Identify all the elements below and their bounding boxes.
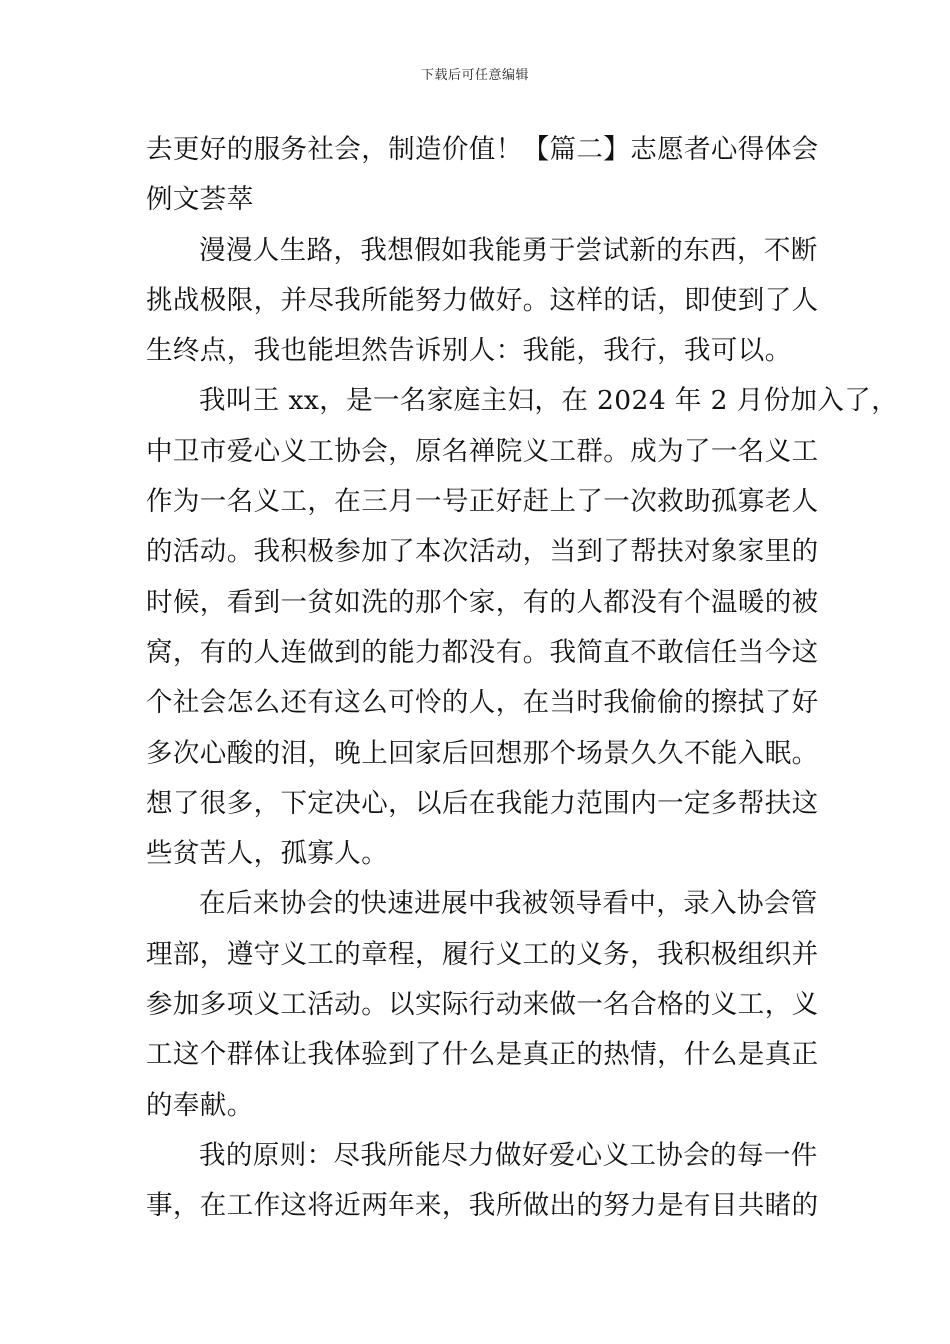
- text-line: 的活动。我积极参加了本次活动，当到了帮扶对象家里的: [146, 536, 819, 568]
- text-line: 例文荟萃: [146, 184, 254, 216]
- page-header: 下载后可任意编辑: [420, 68, 529, 83]
- text-line: 多次心酸的泪，晚上回家后回想那个场景久久不能入眠。: [146, 737, 819, 769]
- text-line: 中卫市爱心义工协会，原名禅院义工群。成为了一名义工: [146, 435, 819, 467]
- text-line: 事，在工作这将近两年来，我所做出的努力是有目共睹的: [146, 1190, 819, 1222]
- text-line: 作为一名义工，在三月一号正好赶上了一次救助孤寡老人: [146, 486, 819, 518]
- text-line: 些贫苦人，孤寡人。: [146, 838, 389, 870]
- text-line: 去更好的服务社会，制造价值！【篇二】志愿者心得体会: [146, 134, 819, 165]
- paragraph-start-line: 漫漫人生路，我想假如我能勇于尝试新的东西，不断: [199, 234, 818, 266]
- text-line: 时候，看到一贫如洗的那个家，有的人都没有个温暖的被: [146, 586, 819, 618]
- text-line: 的奉献。: [146, 1089, 254, 1121]
- text-line: 个社会怎么还有这么可怜的人，在当时我偷偷的擦拭了好: [146, 687, 819, 719]
- text-line: 窝，有的人连做到的能力都没有。我简直不敢信任当今这: [146, 636, 819, 668]
- text-line: 参加多项义工活动。以实际行动来做一名合格的义工，义: [146, 989, 819, 1021]
- text-line: 挑战极限，并尽我所能努力做好。这样的话，即使到了人: [146, 284, 819, 316]
- text-line: 理部，遵守义工的章程，履行义工的义务，我积极组织并: [146, 938, 819, 970]
- paragraph-start-line: 我的原则：尽我所能尽力做好爱心义工协会的每一件: [199, 1139, 818, 1171]
- paragraph-start-line: 我叫王 xx，是一名家庭主妇，在 2024 年 2 月份加入了，: [199, 385, 899, 417]
- document-body: [146, 125, 899, 1232]
- text-line: 生终点，我也能坦然告诉别人：我能，我行，我可以。: [146, 335, 792, 367]
- text-line: 工这个群体让我体验到了什么是真正的热情，什么是真正: [146, 1039, 819, 1071]
- text-line: 想了很多，下定决心，以后在我能力范围内一定多帮扶这: [146, 787, 819, 819]
- paragraph-start-line: 在后来协会的快速进展中我被领导看中，录入协会管: [199, 888, 818, 920]
